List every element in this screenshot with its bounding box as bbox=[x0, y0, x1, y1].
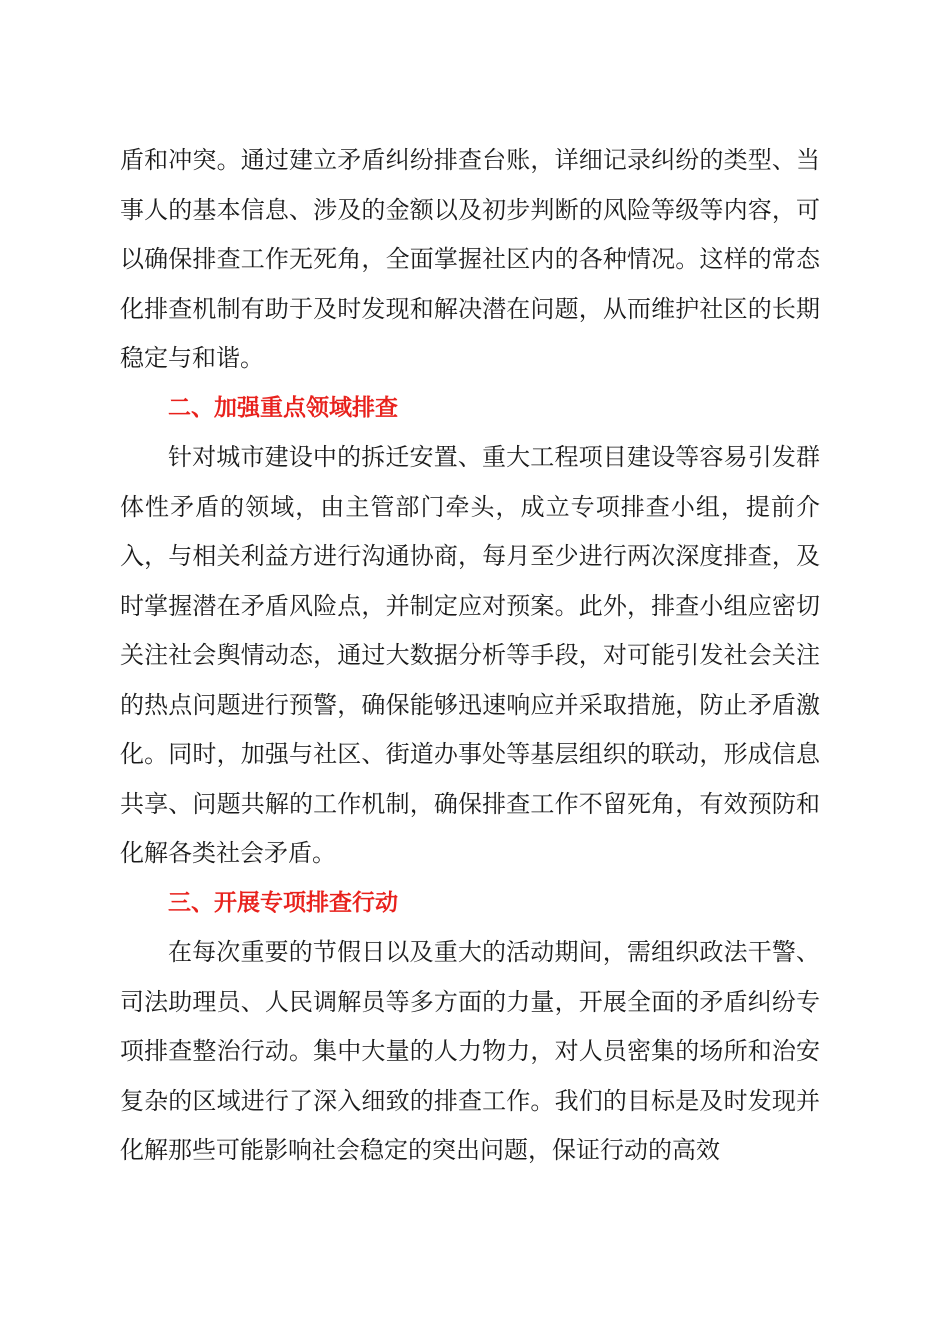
paragraph-section-2: 针对城市建设中的拆迁安置、重大工程项目建设等容易引发群体性矛盾的领域，由主管部门牵头，成立专项排查小组，提前介入，与相关利益方进行沟通协商，每月至少进行两次深度排查，及时掌握潜在矛盾风险点，并制定应对预案。此外，排查小组应密切关注社会舆情动态，通过大数据分析等手段，对可能引发社会关注的热点问题进行预警，确保能够迅速响应并采取措施，防止矛盾激化。同时，加强与社区、街道办事处等基层组织的联动，形成信息共享、问题共解的工作机制，确保排查工作不留死角，有效预防和化解各类社会矛盾。 bbox=[120, 443, 820, 867]
section-heading-3: 三、开展专项排查行动 bbox=[168, 889, 398, 916]
paragraph-section-3: 在每次重要的节假日以及重大的活动期间，需组织政法干警、司法助理员、人民调解员等多方面的力量，开展全面的矛盾纠纷专项排查整治行动。集中大量的人力物力，对人员密集的场所和治安复杂的区域进行了深入细致的排查工作。我们的目标是及时发现并化解那些可能影响社会稳定的突出问题，保证行动的高效 bbox=[120, 938, 820, 1164]
section-heading-2: 二、加强重点领域排查 bbox=[168, 394, 398, 421]
paragraph-continued: 盾和冲突。通过建立矛盾纠纷排查台账，详细记录纠纷的类型、当事人的基本信息、涉及的金额以及初步判断的风险等级等内容，可以确保排查工作无死角，全面掌握社区内的各种情况。这样的常态化排查机制有助于及时发现和解决潜在问题，从而维护社区的长期稳定与和谐。 bbox=[120, 146, 820, 372]
document-body bbox=[120, 136, 820, 1176]
